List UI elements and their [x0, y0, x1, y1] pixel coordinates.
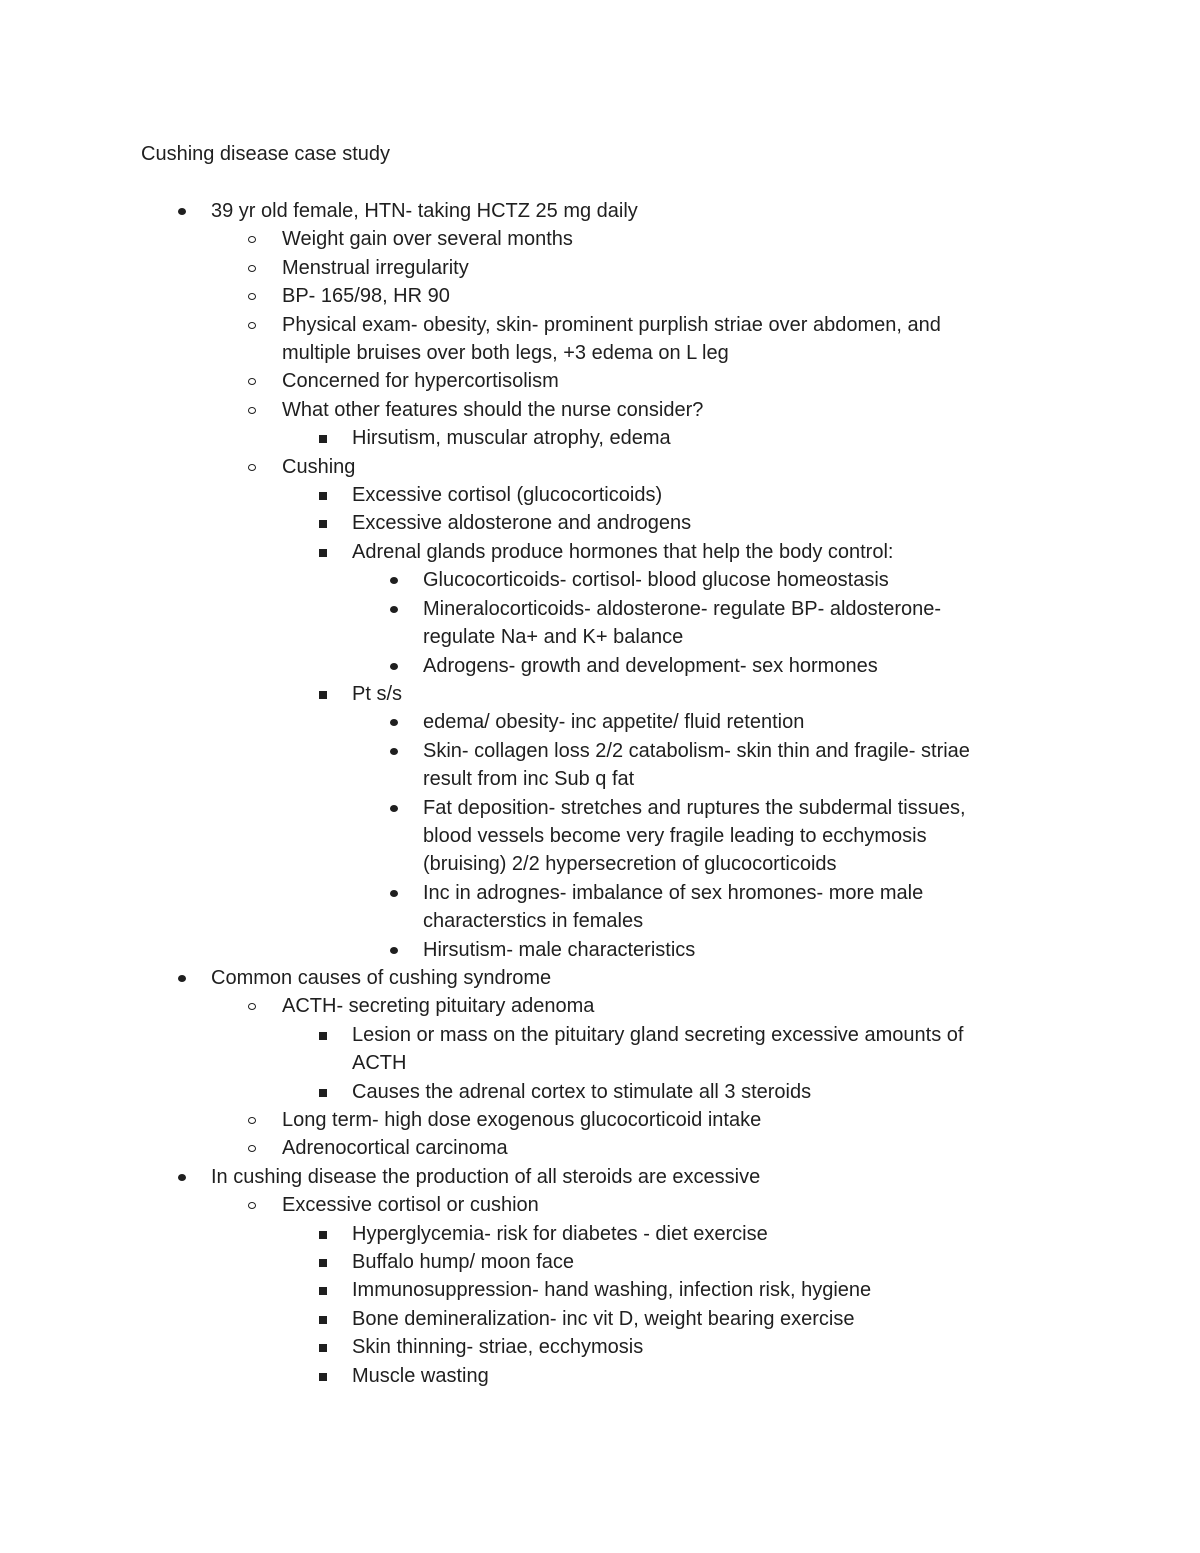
disc-bullet-icon	[390, 805, 398, 812]
list-item	[0, 992, 1200, 1020]
disc-bullet-icon	[178, 1174, 186, 1181]
list-item-continuation	[0, 822, 1200, 850]
list-item	[0, 424, 1200, 452]
list-item-text: Fat deposition- stretches and ruptures the subdermal tissues,	[423, 796, 966, 819]
list-item	[0, 1362, 1200, 1390]
list-item-text: Pt s/s	[352, 682, 403, 705]
list-item	[0, 254, 1200, 282]
square-bullet-icon	[319, 520, 327, 528]
list-item	[0, 1276, 1200, 1304]
list-item-text: Causes the adrenal cortex to stimulate all 3 steroids	[352, 1080, 812, 1103]
circle-bullet-icon	[248, 1117, 256, 1124]
list-item-text: result from inc Sub q fat	[423, 768, 635, 791]
list-item-text: Hirsutism, muscular atrophy, edema	[352, 427, 671, 450]
list-item	[0, 794, 1200, 822]
square-bullet-icon	[319, 1032, 327, 1040]
list-item-text: Adrenal glands produce hormones that help the body control:	[352, 540, 894, 563]
circle-bullet-icon	[248, 1145, 256, 1152]
disc-bullet-icon	[390, 663, 398, 670]
list-item	[0, 936, 1200, 964]
list-item-text: In cushing disease the production of all steroids are excessive	[211, 1165, 761, 1188]
list-item-text: Excessive aldosterone and androgens	[352, 512, 692, 535]
list-item-text: Adrenocortical carcinoma	[282, 1137, 508, 1160]
list-item-continuation	[0, 623, 1200, 651]
list-item	[0, 680, 1200, 708]
list-item	[0, 509, 1200, 537]
list-item	[0, 396, 1200, 424]
list-item-text: regulate Na+ and K+ balance	[423, 626, 684, 649]
list-item-text: Concerned for hypercortisolism	[282, 370, 559, 393]
list-item-text: Glucocorticoids- cortisol- blood glucose homeostasis	[423, 569, 889, 592]
list-item-text: (bruising) 2/2 hypersecretion of glucocorticoids	[423, 853, 837, 876]
disc-bullet-icon	[390, 890, 398, 897]
list-item-text: edema/ obesity- inc appetite/ fluid retention	[423, 711, 805, 734]
list-item-text: Inc in adrognes- imbalance of sex hromones- more male	[423, 881, 924, 904]
list-item-text: Common causes of cushing syndrome	[211, 966, 552, 989]
circle-bullet-icon	[248, 322, 256, 329]
disc-bullet-icon	[390, 719, 398, 726]
bullet-outline	[0, 197, 1200, 1390]
list-item-text: ACTH	[352, 1052, 407, 1075]
circle-bullet-icon	[248, 236, 256, 243]
list-item	[0, 538, 1200, 566]
list-item-text: BP- 165/98, HR 90	[282, 285, 450, 308]
list-item-text: Lesion or mass on the pituitary gland secreting excessive amounts of	[352, 1023, 964, 1046]
list-item-text: Physical exam- obesity, skin- prominent purplish striae over abdomen, and	[282, 313, 941, 336]
square-bullet-icon	[319, 1316, 327, 1324]
circle-bullet-icon	[248, 378, 256, 385]
list-item-text: Hyperglycemia- risk for diabetes - diet exercise	[352, 1222, 768, 1245]
list-item-text: Long term- high dose exogenous glucocorticoid intake	[282, 1109, 762, 1131]
list-item-text: Excessive cortisol (glucocorticoids)	[352, 484, 663, 507]
list-item-continuation	[0, 1049, 1200, 1077]
disc-bullet-icon	[390, 577, 398, 584]
list-item	[0, 282, 1200, 310]
square-bullet-icon	[319, 1344, 327, 1352]
list-item	[0, 595, 1200, 623]
circle-bullet-icon	[248, 265, 256, 272]
list-item-text: blood vessels become very fragile leading to ecchymosis	[423, 824, 927, 847]
list-item-text: multiple bruises over both legs, +3 edema on L leg	[282, 342, 729, 365]
square-bullet-icon	[319, 492, 327, 500]
square-bullet-icon	[319, 1287, 327, 1295]
list-item-text: characterstics in females	[423, 910, 644, 933]
list-item-text: Adrogens- growth and development- sex hormones	[423, 654, 878, 677]
square-bullet-icon	[319, 1259, 327, 1267]
disc-bullet-icon	[178, 208, 186, 215]
list-item	[0, 566, 1200, 594]
list-item	[0, 964, 1200, 992]
square-bullet-icon	[319, 691, 327, 699]
list-item	[0, 481, 1200, 509]
list-item-text: ACTH- secreting pituitary adenoma	[282, 995, 595, 1018]
list-item	[0, 1078, 1200, 1106]
list-item-text: Cushing	[282, 455, 356, 478]
list-item	[0, 1220, 1200, 1248]
list-item	[0, 197, 1200, 225]
list-item	[0, 737, 1200, 765]
list-item	[0, 367, 1200, 395]
list-item-continuation	[0, 339, 1200, 367]
list-item-text: Buffalo hump/ moon face	[352, 1251, 574, 1274]
list-item-text: Skin- collagen loss 2/2 catabolism- skin thin and fragile- striae	[423, 739, 970, 762]
square-bullet-icon	[319, 1089, 327, 1097]
list-item-text: 39 yr old female, HTN- taking HCTZ 25 mg daily	[211, 200, 638, 222]
list-item	[0, 879, 1200, 907]
list-item	[0, 1248, 1200, 1276]
circle-bullet-icon	[248, 407, 256, 414]
list-item-text: Menstrual irregularity	[282, 256, 469, 279]
list-item-text: Skin thinning- striae, ecchymosis	[352, 1336, 644, 1359]
list-item	[0, 708, 1200, 736]
square-bullet-icon	[319, 1231, 327, 1239]
disc-bullet-icon	[390, 606, 398, 613]
list-item	[0, 1163, 1200, 1191]
list-item	[0, 1333, 1200, 1361]
list-item-text: Weight gain over several months	[282, 228, 573, 251]
list-item	[0, 652, 1200, 680]
list-item-text: Excessive cortisol or cushion	[282, 1194, 539, 1217]
list-item-text: Muscle wasting	[352, 1364, 489, 1387]
circle-bullet-icon	[248, 1202, 256, 1209]
list-item	[0, 1106, 1200, 1134]
disc-bullet-icon	[390, 748, 398, 755]
list-item	[0, 1305, 1200, 1333]
square-bullet-icon	[319, 435, 327, 443]
list-item	[0, 1021, 1200, 1049]
disc-bullet-icon	[178, 975, 186, 982]
list-item-continuation	[0, 765, 1200, 793]
list-item	[0, 1191, 1200, 1219]
square-bullet-icon	[319, 549, 327, 557]
list-item-text: What other features should the nurse consider?	[282, 398, 704, 421]
list-item-continuation	[0, 907, 1200, 935]
circle-bullet-icon	[248, 464, 256, 471]
list-item-text: Hirsutism- male characteristics	[423, 938, 696, 961]
circle-bullet-icon	[248, 293, 256, 300]
square-bullet-icon	[319, 1373, 327, 1381]
list-item-text: Mineralocorticoids- aldosterone- regulate BP- aldosterone-	[423, 597, 942, 620]
circle-bullet-icon	[248, 1003, 256, 1010]
list-item	[0, 453, 1200, 481]
list-item	[0, 225, 1200, 253]
list-item-continuation	[0, 850, 1200, 878]
list-item-text: Bone demineralization- inc vit D, weight bearing exercise	[352, 1307, 855, 1330]
disc-bullet-icon	[390, 947, 398, 954]
list-item	[0, 1134, 1200, 1162]
document-title: Cushing disease case study	[141, 143, 391, 165]
list-item	[0, 311, 1200, 339]
list-item-text: Immunosuppression- hand washing, infection risk, hygiene	[352, 1279, 872, 1302]
